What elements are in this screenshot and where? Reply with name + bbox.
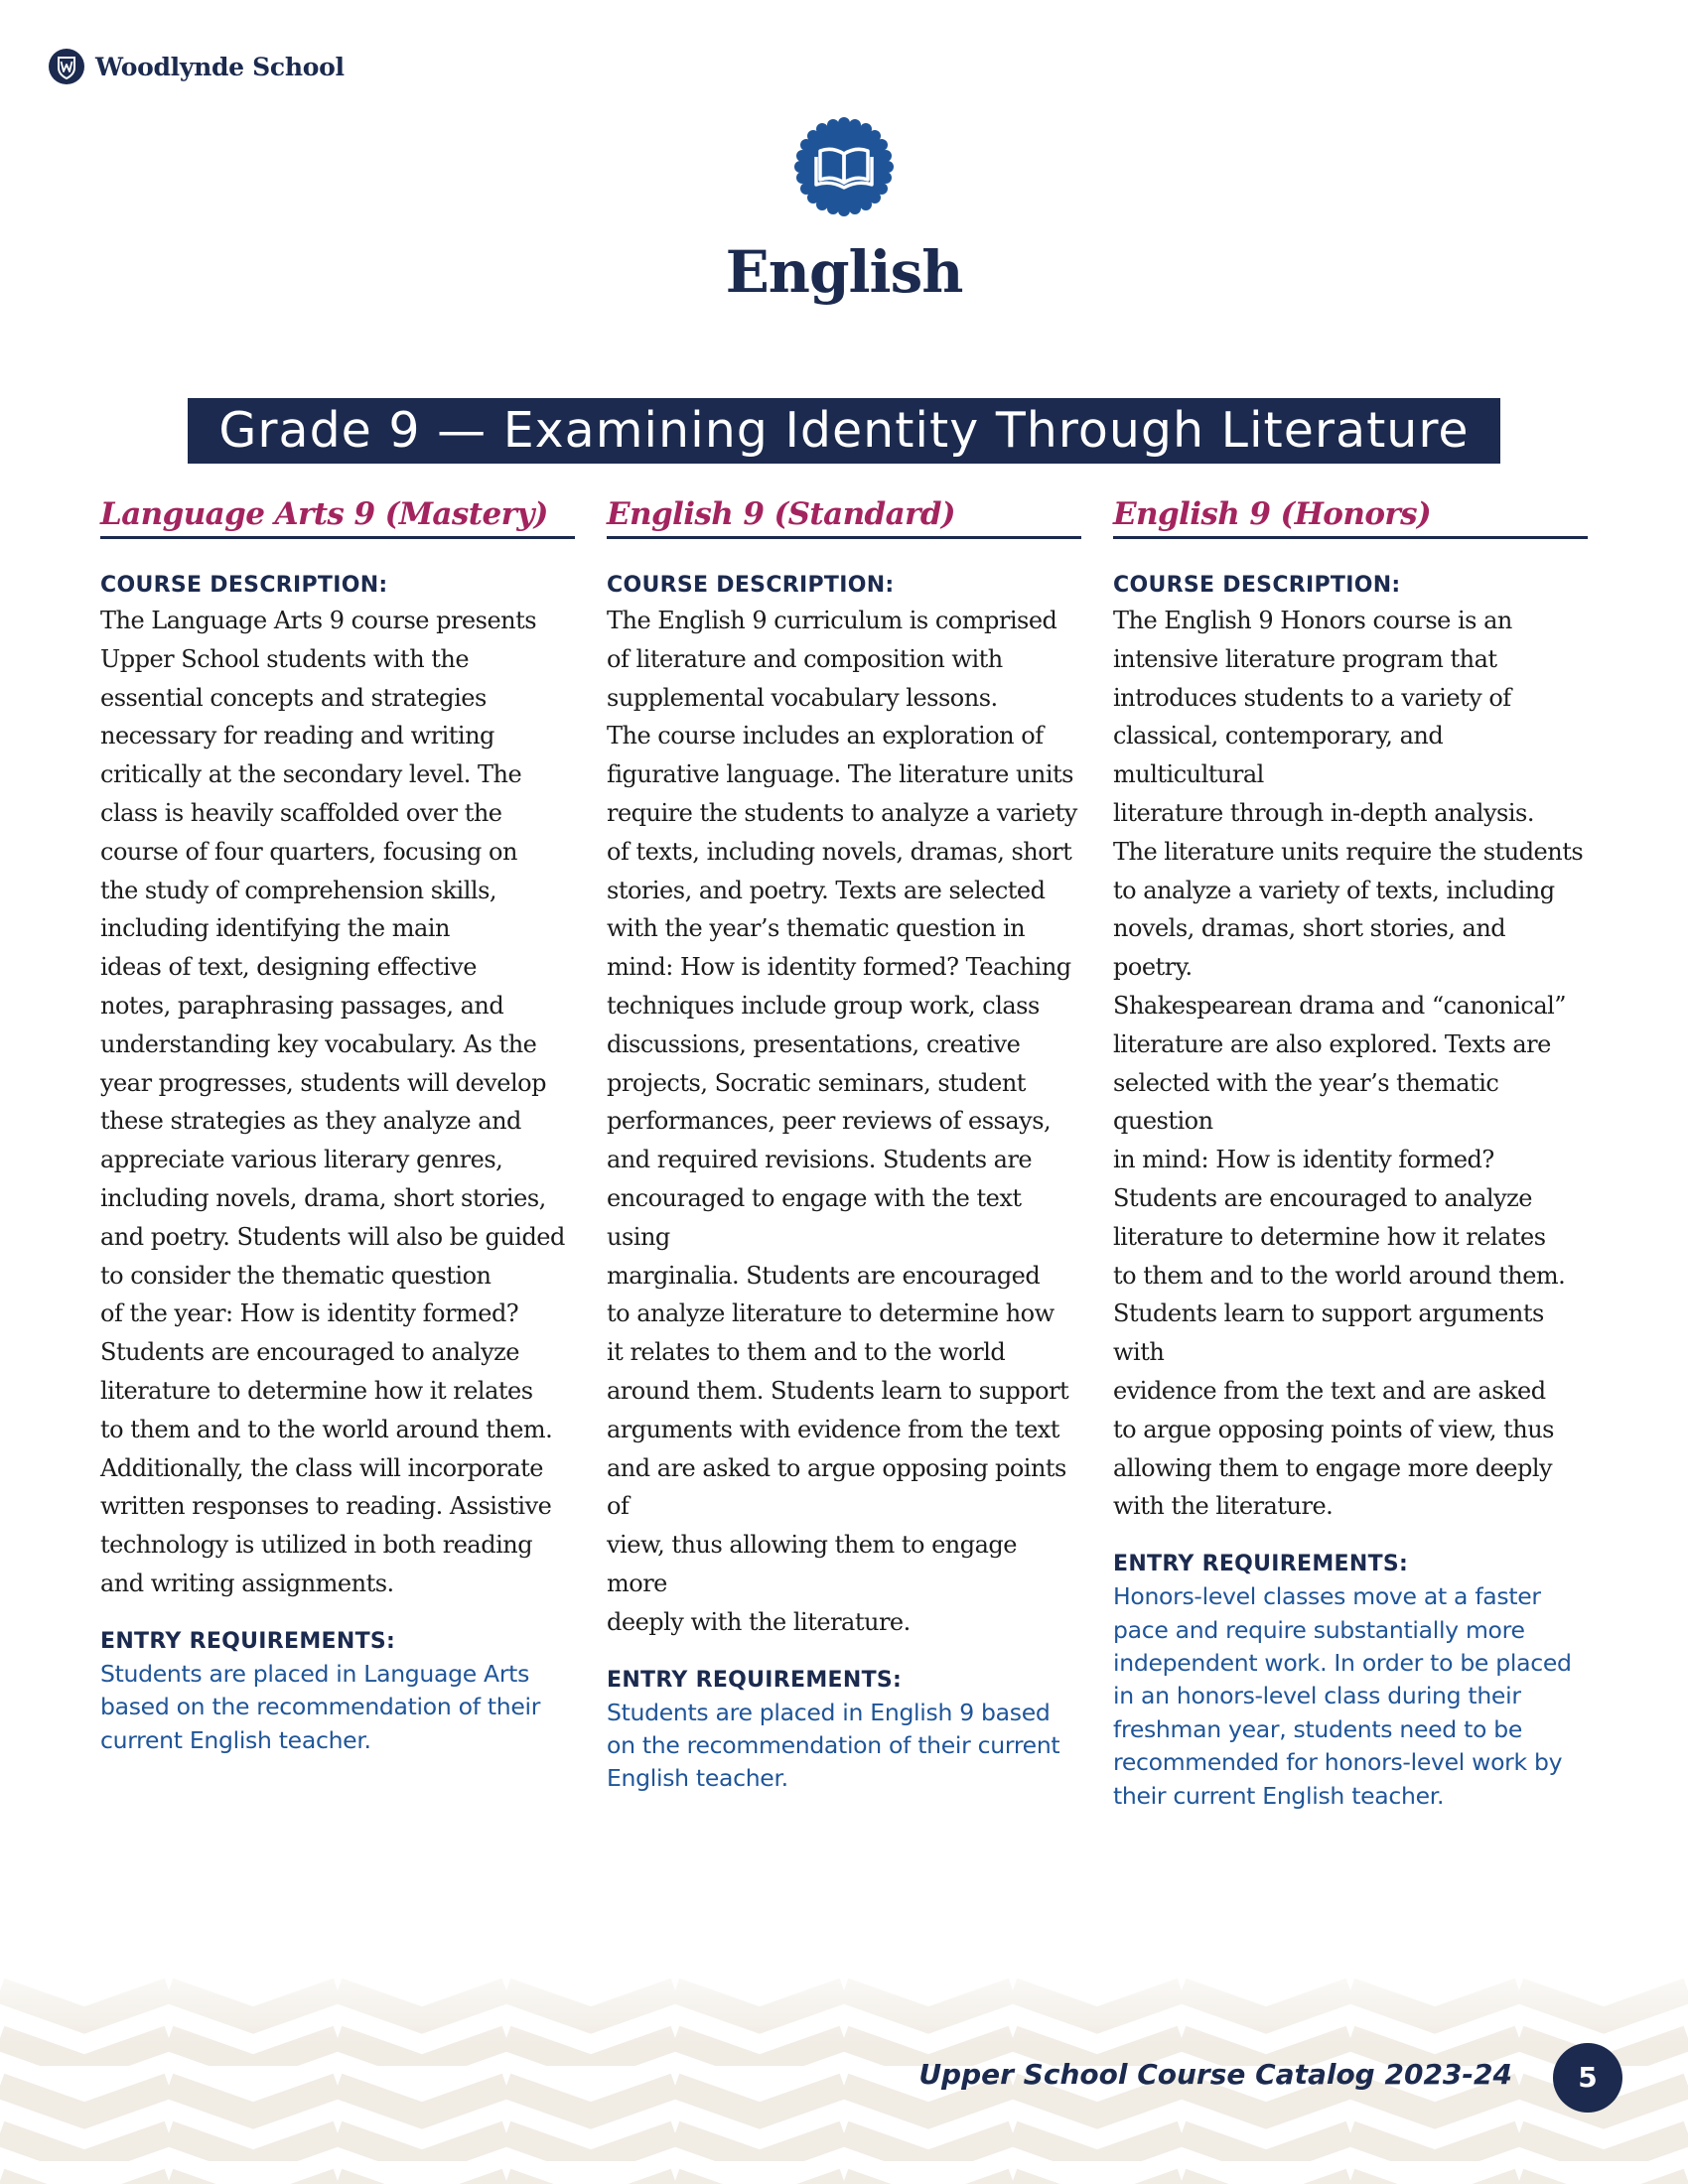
requirement-line: on the recommendation of their current [607,1730,1060,1759]
course-description [1113,602,1588,1526]
description-line: critically at the secondary level. The [100,760,522,789]
description-line: and are asked to argue opposing points of [607,1453,1066,1521]
page-number: 5 [1553,2043,1622,2113]
description-line: to analyze literature to determine how [607,1299,1055,1328]
course-description [607,602,1081,1642]
course-column-honors [1113,496,1588,1813]
department-title: English [725,238,963,306]
description-line: ideas of text, designing effective [100,953,477,982]
description-line: class is heavily scaffolded over the [100,798,502,827]
description-line: The English 9 curriculum is comprised [607,607,1057,634]
grade-banner: Grade 9 — Examining Identity Through Literature [188,398,1500,464]
description-line: it relates to them and to the world [607,1338,1006,1367]
entry-requirements-text [100,1658,575,1757]
course-column-standard [607,496,1081,1796]
entry-requirements-label: ENTRY REQUIREMENTS: [1113,1552,1409,1577]
requirement-line: current English teacher. [100,1725,371,1754]
description-line: stories, and poetry. Texts are selected [607,876,1046,904]
description-line: literature through in-depth analysis. [1113,798,1534,827]
description-line: Students learn to support arguments with [1113,1299,1544,1367]
description-line: with the year’s thematic question in [607,914,1026,943]
description-line: techniques include group work, class [607,991,1040,1020]
description-line: Students are encouraged to analyze [1113,1183,1532,1212]
description-line: classical, contemporary, and multicultural [1113,722,1444,789]
requirement-line: independent work. In order to be placed [1113,1648,1572,1677]
description-line: with the literature. [1113,1492,1334,1521]
description-line: appreciate various literary genres, [100,1146,503,1174]
description-line: The literature units require the students [1113,837,1584,866]
catalog-title: Upper School Course Catalog 2023-24 [918,2058,1512,2091]
description-line: of texts, including novels, dramas, short [607,837,1072,866]
description-line: understanding key vocabulary. As the [100,1029,537,1058]
description-line: The Language Arts 9 course presents [100,607,537,634]
description-line: in mind: How is identity formed? [1113,1146,1494,1174]
course-column-mastery [100,496,575,1757]
description-line: deeply with the literature. [607,1607,911,1636]
description-line: of the year: How is identity formed? [100,1299,519,1328]
description-line: evidence from the text and are asked [1113,1376,1546,1405]
description-line: including identifying the main [100,914,450,943]
description-line: essential concepts and strategies [100,683,487,712]
description-line: The English 9 Honors course is an [1113,607,1512,634]
course-title: Language Arts 9 (Mastery) [100,496,575,539]
description-line: supplemental vocabulary lessons. [607,683,998,712]
description-line: discussions, presentations, creative [607,1029,1021,1058]
course-description [100,602,575,1603]
description-line: Additionally, the class will incorporate [100,1453,544,1482]
description-line: year progresses, students will develop [100,1068,546,1097]
description-line: and poetry. Students will also be guided [100,1222,565,1251]
description-line: arguments with evidence from the text [607,1415,1059,1443]
requirement-line: their current English teacher. [1113,1781,1445,1810]
description-line: to them and to the world around them. [100,1415,553,1443]
description-line: to them and to the world around them. [1113,1261,1566,1290]
description-line: literature to determine how it relates [100,1376,533,1405]
course-title: English 9 (Standard) [607,496,1081,539]
description-line: Upper School students with the [100,644,470,673]
entry-requirements-label: ENTRY REQUIREMENTS: [100,1628,396,1654]
description-line: The course includes an exploration of [607,722,1044,751]
description-line: marginalia. Students are encouraged [607,1261,1041,1290]
description-line: to consider the thematic question [100,1261,492,1290]
description-line: figurative language. The literature units [607,760,1073,789]
description-line: mind: How is identity formed? Teaching [607,953,1071,982]
description-line: these strategies as they analyze and [100,1107,521,1136]
course-title: English 9 (Honors) [1113,496,1588,539]
description-line: literature are also explored. Texts are [1113,1029,1551,1058]
description-line: notes, paraphrasing passages, and [100,991,504,1020]
requirement-line: English teacher. [607,1764,788,1793]
description-line: selected with the year’s thematic question [1113,1068,1499,1136]
description-line: introduces students to a variety of [1113,683,1511,712]
school-name: Woodlynde School [95,52,345,81]
requirement-line: in an honors-level class during their [1113,1682,1521,1710]
description-line: view, thus allowing them to engage more [607,1531,1017,1597]
open-book-icon [794,117,894,216]
description-line: and required revisions. Students are [607,1146,1033,1174]
description-line: technology is utilized in both reading [100,1531,533,1560]
description-line: Shakespearean drama and “canonical” [1113,991,1567,1020]
requirement-line: freshman year, students need to be [1113,1714,1523,1743]
description-line: including novels, drama, short stories, [100,1183,546,1212]
description-line: Students are encouraged to analyze [100,1338,519,1367]
requirement-line: pace and require substantially more [1113,1615,1525,1644]
requirement-line: Students are placed in English 9 based [607,1698,1051,1726]
description-line: course of four quarters, focusing on [100,837,517,866]
description-line: intensive literature program that [1113,644,1497,673]
description-line: written responses to reading. Assistive [100,1492,552,1521]
shield-w-icon [48,48,85,85]
description-line: literature to determine how it relates [1113,1222,1546,1251]
description-line: encouraged to engage with the text using [607,1183,1022,1251]
description-line: to analyze a variety of texts, including [1113,876,1555,904]
course-description-label: COURSE DESCRIPTION: [100,573,388,598]
entry-requirements-text [607,1697,1081,1796]
requirement-line: Students are placed in Language Arts [100,1659,530,1688]
description-line: necessary for reading and writing [100,722,494,751]
description-line: allowing them to engage more deeply [1113,1453,1553,1482]
school-logo [48,48,345,85]
entry-requirements-label: ENTRY REQUIREMENTS: [607,1667,903,1693]
description-line: require the students to analyze a variety [607,798,1077,827]
description-line: of literature and composition with [607,644,1003,673]
requirement-line: Honors-level classes move at a faster [1113,1582,1541,1611]
requirement-line: recommended for honors-level work by [1113,1748,1563,1777]
entry-requirements-text [1113,1580,1588,1813]
course-description-label: COURSE DESCRIPTION: [1113,573,1401,598]
description-line: to argue opposing points of view, thus [1113,1415,1554,1443]
course-description-label: COURSE DESCRIPTION: [607,573,895,598]
description-line: novels, dramas, short stories, and poetry. [1113,914,1506,982]
description-line: performances, peer reviews of essays, [607,1107,1052,1136]
description-line: and writing assignments. [100,1569,394,1597]
description-line: projects, Socratic seminars, student [607,1068,1026,1097]
requirement-line: based on the recommendation of their [100,1693,541,1721]
description-line: the study of comprehension skills, [100,876,497,904]
description-line: around them. Students learn to support [607,1376,1069,1405]
